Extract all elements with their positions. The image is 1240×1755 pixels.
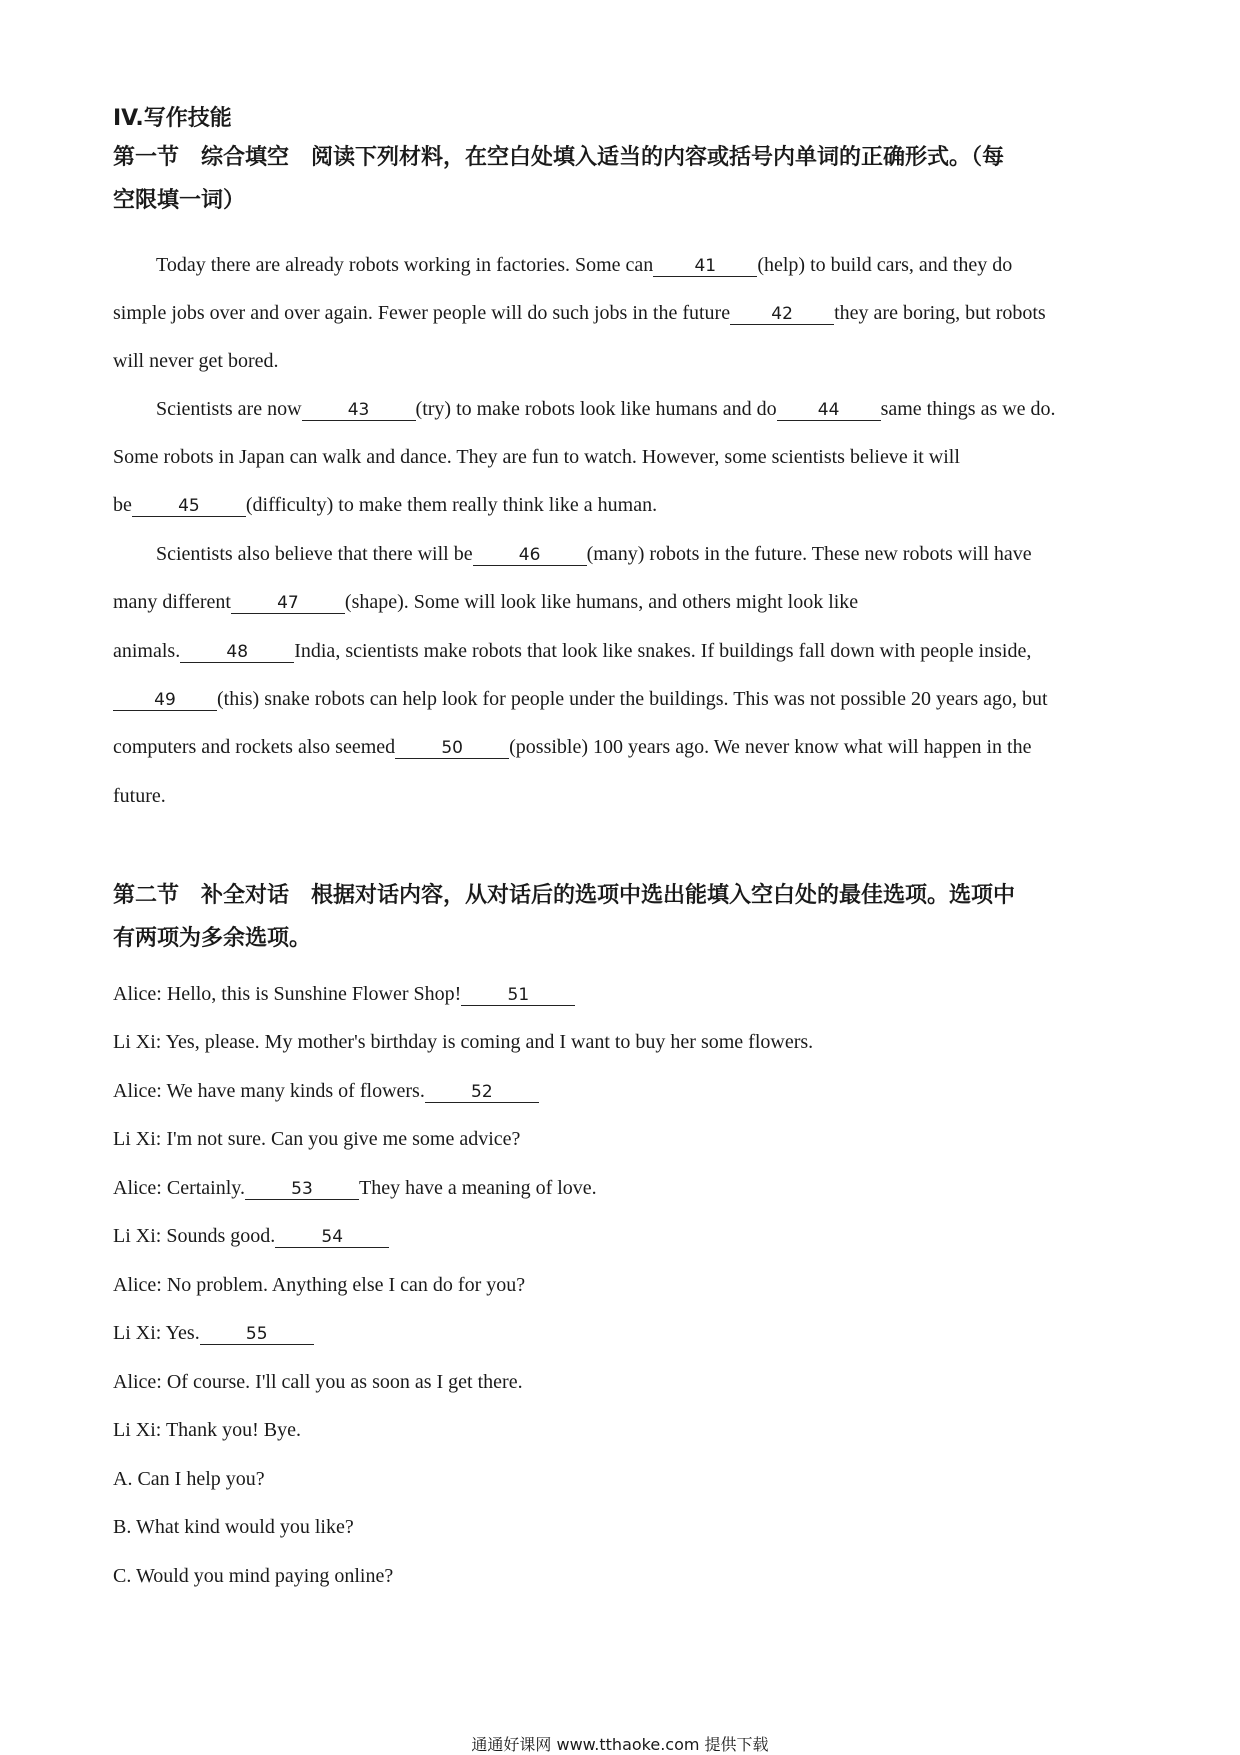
blank-46[interactable]: 46 — [473, 545, 587, 566]
dialogue-text: Alice: We have many kinds of flowers. — [113, 1080, 425, 1102]
blank-54[interactable]: 54 — [275, 1227, 389, 1248]
dialogue-line — [113, 1225, 389, 1248]
text-span: (difficulty) to make them really think like a human. — [245, 494, 658, 516]
p1-line1 — [156, 254, 1012, 277]
text-span: animals. — [113, 640, 181, 662]
blank-48[interactable]: 48 — [180, 642, 294, 663]
dialogue-text: Li Xi: Yes. — [113, 1322, 200, 1344]
p2-line3 — [113, 494, 657, 517]
blank-42[interactable]: 42 — [730, 304, 834, 325]
blank-44[interactable]: 44 — [777, 400, 881, 421]
text-span: (this) snake robots can help look for people under the buildings. This was not possible 20 years ago, but — [217, 688, 1048, 710]
p3-line4 — [113, 688, 1048, 711]
section2-title-line1: 第二节 补全对话 根据对话内容，从对话后的选项中选出能填入空白处的最佳选项。选项中 — [113, 883, 1016, 908]
dialogue-line — [113, 1080, 539, 1103]
text-span: (possible) 100 years ago. We never know what will happen in the — [509, 736, 1032, 758]
p3-line6: future. — [113, 785, 166, 807]
blank-41[interactable]: 41 — [653, 256, 757, 277]
blank-50[interactable]: 50 — [395, 738, 509, 759]
dialogue-text: They have a meaning of love. — [359, 1177, 597, 1199]
text-span: (shape). Some will look like humans, and others might look like — [344, 591, 859, 613]
option-b: B. What kind would you like? — [113, 1516, 354, 1538]
p1-line3: will never get bored. — [113, 350, 279, 372]
p3-line5 — [113, 736, 1031, 759]
blank-43[interactable]: 43 — [302, 400, 416, 421]
section2-title-line2: 有两项为多余选项。 — [113, 926, 312, 951]
p3-line1 — [156, 543, 1032, 566]
blank-53[interactable]: 53 — [245, 1179, 359, 1200]
blank-52[interactable]: 52 — [425, 1082, 539, 1103]
p2-line1 — [156, 398, 1056, 421]
dialogue-text: Alice: Certainly. — [113, 1177, 245, 1199]
option-c: C. Would you mind paying online? — [113, 1565, 394, 1587]
dialogue-line: Li Xi: Yes, please. My mother's birthday is coming and I want to buy her some flowers. — [113, 1031, 814, 1053]
option-a: A. Can I help you? — [113, 1468, 265, 1490]
dialogue-line — [113, 1177, 597, 1200]
section1-title-line2: 空限填一词） — [113, 188, 246, 213]
dialogue-line — [113, 983, 575, 1006]
blank-49[interactable]: 49 — [113, 690, 217, 711]
page-footer: 通通好课网 www.tthaoke.com 提供下载 — [471, 1735, 769, 1754]
text-span: Scientists are now — [156, 398, 302, 420]
page-heading: IV.写作技能 — [113, 106, 232, 131]
dialogue-line: Li Xi: I'm not sure. Can you give me some advice? — [113, 1128, 521, 1150]
text-span: Today there are already robots working in factories. Some can — [156, 254, 654, 276]
dialogue-line: Li Xi: Thank you! Bye. — [113, 1419, 301, 1441]
blank-55[interactable]: 55 — [200, 1324, 314, 1345]
p2-line2: Some robots in Japan can walk and dance. They are fun to watch. However, some scientists believe it will — [113, 446, 960, 468]
text-span: same things as we do. — [880, 398, 1056, 420]
text-span: simple jobs over and over again. Fewer people will do such jobs in the future — [113, 302, 731, 324]
blank-45[interactable]: 45 — [132, 496, 246, 517]
text-span: Scientists also believe that there will be — [156, 543, 473, 565]
p3-line2 — [113, 591, 858, 614]
text-span: many different — [113, 591, 231, 613]
text-span: (help) to build cars, and they do — [757, 254, 1013, 276]
blank-51[interactable]: 51 — [461, 985, 575, 1006]
dialogue-line — [113, 1322, 314, 1345]
text-span: they are boring, but robots — [834, 302, 1046, 324]
text-span: computers and rockets also seemed — [113, 736, 396, 758]
dialogue-line: Alice: No problem. Anything else I can do for you? — [113, 1274, 526, 1296]
p1-line2 — [113, 302, 1046, 325]
text-span: be — [113, 494, 132, 516]
dialogue-text: Li Xi: Sounds good. — [113, 1225, 276, 1247]
text-span: (many) robots in the future. These new robots will have — [586, 543, 1032, 565]
dialogue-line: Alice: Of course. I'll call you as soon as I get there. — [113, 1371, 523, 1393]
text-span: India, scientists make robots that look like snakes. If buildings fall down with people inside, — [294, 640, 1032, 662]
text-span: (try) to make robots look like humans and do — [415, 398, 777, 420]
blank-47[interactable]: 47 — [231, 593, 345, 614]
p3-line3 — [113, 640, 1031, 663]
section1-title-line1: 第一节 综合填空 阅读下列材料，在空白处填入适当的内容或括号内单词的正确形式。（每 — [113, 145, 1005, 170]
dialogue-text: Alice: Hello, this is Sunshine Flower Shop! — [113, 983, 462, 1005]
